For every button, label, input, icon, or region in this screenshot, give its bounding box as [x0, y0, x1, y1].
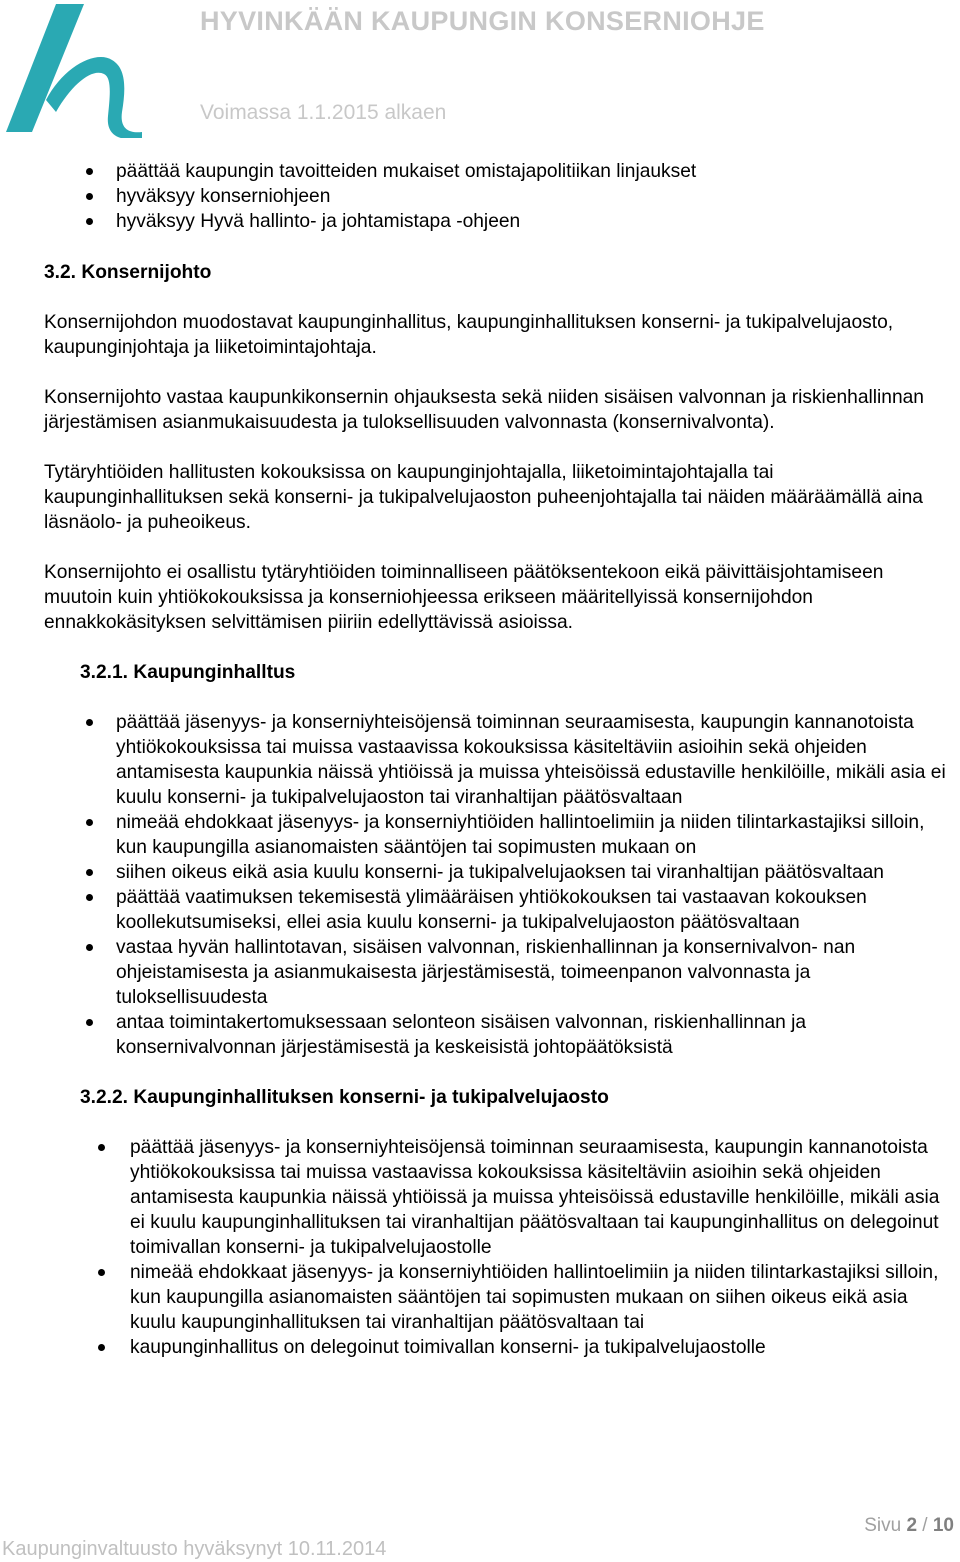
document-title: HYVINKÄÄN KAUPUNGIN KONSERNIOHJE [200, 6, 765, 36]
list-item: päättää jäsenyys- ja konserniyhteisöjensä toiminnan seuraamisesta, kaupungin kannanotoista yhtiökokouksissa tai muissa vastaavissa kokouksissa käsiteltäviin asioihin sekä ohjeiden antamisesta kaupunkia näissä yhtiöissä ja muissa yhteisöissä edustaville henkilöille, mikäli asia ei kuulu kaupunginhallituksen tai viranhaltijan päätösvaltaan tai kaupunginhallitus on delegoinut toimivallan konserni- ja tukipalvelujaostolle [44, 1135, 956, 1260]
validity-date: Voimassa 1.1.2015 alkaen [200, 101, 447, 124]
list-item: päättää vaatimuksen tekemisestä ylimääräisen yhtiökokouksen tai vastaavan kokouksen koollekutsumiseksi, ellei asia kuulu konserni- ja tukipalvelujaoston päätösvaltaan [44, 885, 956, 935]
jaosto-bullet-list [44, 1135, 956, 1360]
paragraph: Tytäryhtiöiden hallitusten kokouksissa on kaupunginjohtajalla, liiketoimintajohtajalla tai kaupunginhallituksen sekä konserni- ja tukipalvelujaoston puheenjohtajalla tai näiden määräämällä aina läsnäolo- ja puheoikeus. [44, 462, 923, 533]
page-current: 2 [906, 1515, 918, 1536]
document-body [44, 159, 956, 1360]
section-heading-3-2-1: 3.2.1. Kaupunginhalltus [80, 662, 296, 683]
page-label: Sivu [864, 1515, 902, 1536]
page-total: 10 [932, 1515, 954, 1536]
intro-bullet-list [44, 159, 956, 234]
page-separator: / [922, 1515, 928, 1536]
page-number [864, 1515, 954, 1537]
list-item: vastaa hyvän hallintotavan, sisäisen valvonnan, riskienhallinnan ja konsernivalvon- nan ohjeistamisesta ja asianmukaisesta järjestämisestä, toimeenpanon valvonnasta ja tuloksellisuudesta [44, 935, 956, 1010]
list-item: siihen oikeus eikä asia kuulu konserni- ja tukipalvelujaoksen tai viranhaltijan päätösvaltaan [44, 860, 956, 885]
list-item: päättää kaupungin tavoitteiden mukaiset omistajapolitiikan linjaukset [44, 159, 956, 184]
paragraph: Konsernijohto vastaa kaupunkikonsernin ohjauksesta sekä niiden sisäisen valvonnan ja riskienhallinnan järjestämisen asianmukaisuudesta ja tuloksellisuuden valvonnasta (konsernivalvonta). [44, 387, 924, 433]
section-heading-3-2-2: 3.2.2. Kaupunginhallituksen konserni- ja tukipalvelujaosto [80, 1087, 609, 1108]
approval-note: Kaupunginvaltuusto hyväksynyt 10.11.2014 [2, 1538, 387, 1560]
paragraph: Konsernijohto ei osallistu tytäryhtiöiden toiminnalliseen päätöksentekoon eikä päivittäisjohtamiseen muutoin kuin yhtiökokouksissa ja konserniohjeessa erikseen määritellyissä konsernijohdon ennakkokäsityksen selvittämisen piiriin edellyttävissä asioissa. [44, 562, 884, 633]
hyvinkaa-logo-icon [4, 4, 150, 138]
list-item: kaupunginhallitus on delegoinut toimivallan konserni- ja tukipalvelujaostolle [44, 1335, 956, 1360]
list-item: nimeää ehdokkaat jäsenyys- ja konserniyhtiöiden hallintoelimiin ja niiden tilintarkastajiksi silloin, kun kaupungilla asianomaisten sääntöjen tai sopimusten mukaan on [44, 810, 956, 860]
list-item: hyväksyy konserniohjeen [44, 184, 956, 209]
kaupunginhallitus-bullet-list [44, 710, 956, 1060]
list-item: päättää jäsenyys- ja konserniyhteisöjensä toiminnan seuraamisesta, kaupungin kannanotoista yhtiökokouksissa tai muissa vastaavissa kokouksissa käsiteltäviin asioihin sekä ohjeiden antamisesta kaupunkia näissä yhtiöissä ja muissa yhteisöissä edustaville henkilöille, mikäli asia ei kuulu konserni- ja tukipalvelujaoston tai viranhaltijan päätösvaltaan [44, 710, 956, 810]
section-heading-3-2: 3.2. Konsernijohto [44, 262, 212, 283]
list-item: antaa toimintakertomuksessaan selonteon sisäisen valvonnan, riskienhallinnan ja konsernivalvonnan järjestämisestä ja keskeisistä johtopäätöksistä [44, 1010, 956, 1060]
list-item: nimeää ehdokkaat jäsenyys- ja konserniyhtiöiden hallintoelimiin ja niiden tilintarkastajiksi silloin, kun kaupungilla asianomaisten sääntöjen tai sopimusten mukaan on siihen oikeus eikä asia kuulu kaupunginhallituksen tai viranhaltijan päätösvaltaan tai [44, 1260, 956, 1335]
paragraph: Konsernijohdon muodostavat kaupunginhallitus, kaupunginhallituksen konserni- ja tukipalvelujaosto, kaupunginjohtaja ja liiketoimintajohtaja. [44, 312, 894, 358]
list-item: hyväksyy Hyvä hallinto- ja johtamistapa -ohjeen [44, 209, 956, 234]
